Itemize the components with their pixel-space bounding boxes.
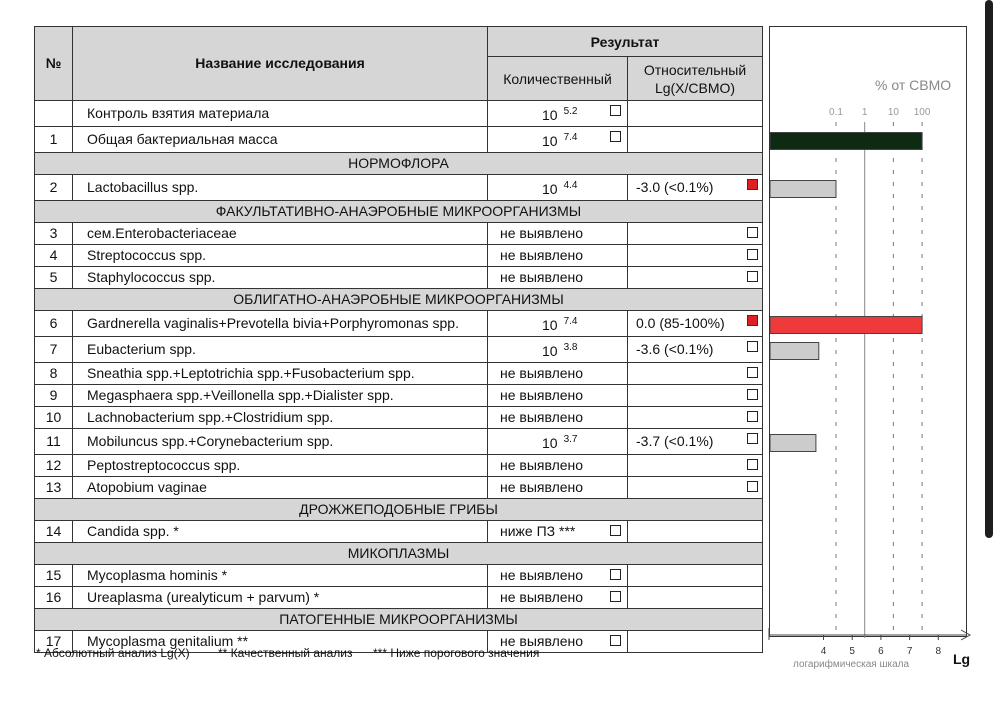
quant-cell: [488, 455, 628, 477]
quant-cell: [488, 565, 628, 587]
relative-value: 0.0 (85-100%): [636, 315, 725, 331]
relative-cell: [628, 337, 763, 363]
table-row: [35, 267, 763, 289]
relative-cell: [628, 477, 763, 499]
section-header: [35, 201, 763, 223]
section-label: ДРОЖЖЕПОДОБНЫЕ ГРИБЫ: [35, 499, 763, 521]
test-name: Mycoplasma hominis *: [73, 565, 488, 587]
lg-tick-label: 8: [935, 646, 942, 657]
row-number: 9: [35, 385, 73, 407]
row-number: 1: [35, 127, 73, 153]
quant-base: 10: [542, 133, 558, 149]
relative-cell: [628, 101, 763, 127]
test-name: Ureaplasma (urealyticum + parvum) *: [73, 587, 488, 609]
section-header: [35, 153, 763, 175]
quant-cell: [488, 311, 628, 337]
relative-checkbox[interactable]: [747, 249, 758, 260]
section-label: ФАКУЛЬТАТИВНО-АНАЭРОБНЫЕ МИКРООРГАНИЗМЫ: [35, 201, 763, 223]
abundance-chart-svg: [770, 27, 968, 638]
table-row: [35, 407, 763, 429]
lg-axis-label: Lg: [953, 651, 971, 667]
quant-checkbox[interactable]: [610, 591, 621, 602]
abundance-bar: [770, 343, 819, 360]
row-number: 6: [35, 311, 73, 337]
relative-checkbox[interactable]: [747, 227, 758, 238]
relative-cell: [628, 565, 763, 587]
test-name: Общая бактериальная масса: [73, 127, 488, 153]
row-number: 4: [35, 245, 73, 267]
table-row: [35, 245, 763, 267]
quant-cell: [488, 267, 628, 289]
relative-checkbox[interactable]: [747, 367, 758, 378]
relative-checkbox[interactable]: [747, 459, 758, 470]
table-row: [35, 101, 763, 127]
test-name: Контроль взятия материала: [73, 101, 488, 127]
quant-cell: [488, 337, 628, 363]
abundance-bar: [770, 317, 922, 334]
percent-tick-label: 0.1: [829, 107, 843, 118]
quant-cell: [488, 127, 628, 153]
quant-exponent: 4.4: [563, 180, 578, 191]
test-name: Peptostreptococcus spp.: [73, 455, 488, 477]
relative-checkbox[interactable]: [747, 271, 758, 282]
table-row: [35, 337, 763, 363]
row-number: 17: [35, 631, 73, 653]
quant-cell: [488, 429, 628, 455]
quant-cell: [488, 223, 628, 245]
relative-checkbox[interactable]: [747, 341, 758, 352]
relative-cell: [628, 455, 763, 477]
test-name: Lachnobacterium spp.+Clostridium spp.: [73, 407, 488, 429]
relative-cell: [628, 429, 763, 455]
quant-base: 10: [542, 107, 558, 123]
table-row: [35, 587, 763, 609]
test-name: Gardnerella vaginalis+Prevotella bivia+Porphyromonas spp.: [73, 311, 488, 337]
quant-text: не выявлено: [500, 387, 584, 403]
quant-cell: [488, 385, 628, 407]
section-header: [35, 609, 763, 631]
table-row: [35, 385, 763, 407]
relative-value: -3.0 (<0.1%): [636, 179, 714, 195]
relative-cell: [628, 127, 763, 153]
quant-exponent: 7.4: [563, 132, 578, 143]
lg-tick-label: 4: [820, 646, 827, 657]
quant-checkbox[interactable]: [610, 105, 621, 116]
relative-checkbox[interactable]: [747, 179, 758, 190]
relative-cell: [628, 175, 763, 201]
results-table: [34, 26, 763, 653]
percent-axis-label: % от СВМО: [875, 77, 952, 93]
relative-checkbox[interactable]: [747, 315, 758, 326]
lg-tick-label: 6: [878, 646, 884, 657]
table-row: [35, 429, 763, 455]
quant-exponent: 7.4: [563, 316, 578, 327]
table-row: [35, 223, 763, 245]
abundance-bar: [770, 181, 836, 198]
test-name: сем.Enterobacteriaceae: [73, 223, 488, 245]
abundance-bar: [770, 133, 922, 150]
row-number: 13: [35, 477, 73, 499]
abundance-chart: [769, 26, 967, 637]
relative-checkbox[interactable]: [747, 411, 758, 422]
quant-text: не выявлено: [500, 409, 584, 425]
table-row: [35, 455, 763, 477]
relative-value: -3.7 (<0.1%): [636, 433, 714, 449]
relative-checkbox[interactable]: [747, 433, 758, 444]
quant-checkbox[interactable]: [610, 525, 621, 536]
quant-base: 10: [542, 343, 558, 359]
table-row: [35, 363, 763, 385]
lg-tick-label: 7: [906, 646, 913, 657]
quant-cell: [488, 101, 628, 127]
scale-caption: логарифмическая шкала: [793, 659, 910, 670]
table-row: [35, 127, 763, 153]
test-name: Streptococcus spp.: [73, 245, 488, 267]
row-number: 16: [35, 587, 73, 609]
row-number: 14: [35, 521, 73, 543]
table-row: [35, 175, 763, 201]
quant-cell: [488, 477, 628, 499]
section-label: НОРМОФЛОРА: [35, 153, 763, 175]
section-header: [35, 499, 763, 521]
col-header-name: Название исследования: [73, 27, 488, 101]
table-row: [35, 311, 763, 337]
relative-cell: [628, 245, 763, 267]
quant-exponent: 3.8: [563, 342, 578, 353]
section-label: ОБЛИГАТНО-АНАЭРОБНЫЕ МИКРООРГАНИЗМЫ: [35, 289, 763, 311]
relative-cell: [628, 385, 763, 407]
col-header-rel: Относительный Lg(X/СВМО): [628, 57, 763, 101]
test-name: Megasphaera spp.+Veillonella spp.+Dialister spp.: [73, 385, 488, 407]
test-name: Mobiluncus spp.+Corynebacterium spp.: [73, 429, 488, 455]
quant-exponent: 5.2: [563, 106, 578, 117]
quant-exponent: 3.7: [563, 434, 578, 445]
test-name: Mycoplasma genitalium **: [73, 631, 488, 653]
section-label: ПАТОГЕННЫЕ МИКРООРГАНИЗМЫ: [35, 609, 763, 631]
relative-checkbox[interactable]: [747, 481, 758, 492]
row-number: 3: [35, 223, 73, 245]
relative-cell: [628, 311, 763, 337]
row-number: 5: [35, 267, 73, 289]
relative-cell: [628, 267, 763, 289]
table-row: [35, 565, 763, 587]
relative-checkbox[interactable]: [747, 389, 758, 400]
quant-text: не выявлено: [500, 633, 584, 649]
table-row: [35, 477, 763, 499]
test-name: Sneathia spp.+Leptotrichia spp.+Fusobacterium spp.: [73, 363, 488, 385]
quant-text: не выявлено: [500, 225, 584, 241]
table-row: [35, 521, 763, 543]
relative-cell: [628, 407, 763, 429]
quant-base: 10: [542, 181, 558, 197]
abundance-bar: [770, 435, 816, 452]
quant-text: не выявлено: [500, 457, 584, 473]
percent-tick-label: 10: [887, 107, 899, 118]
quant-cell: [488, 245, 628, 267]
quant-cell: [488, 175, 628, 201]
row-number: 11: [35, 429, 73, 455]
row-number: 12: [35, 455, 73, 477]
quant-cell: [488, 521, 628, 543]
quant-base: 10: [542, 435, 558, 451]
col-header-num: №: [35, 27, 73, 101]
percent-tick-label: 100: [913, 107, 931, 118]
footnote-threshold: *** Ниже порогового значения: [373, 646, 540, 660]
quant-checkbox[interactable]: [610, 569, 621, 580]
quant-text: ниже ПЗ ***: [500, 523, 576, 539]
test-name: Eubacterium spp.: [73, 337, 488, 363]
quant-text: не выявлено: [500, 479, 584, 495]
quant-cell: [488, 407, 628, 429]
quant-text: не выявлено: [500, 247, 584, 263]
quant-text: не выявлено: [500, 365, 584, 381]
relative-cell: [628, 631, 763, 653]
relative-cell: [628, 521, 763, 543]
row-number: [35, 101, 73, 127]
section-header: [35, 543, 763, 565]
section-label: МИКОПЛАЗМЫ: [35, 543, 763, 565]
quant-base: 10: [542, 317, 558, 333]
section-header: [35, 289, 763, 311]
row-number: 8: [35, 363, 73, 385]
percent-tick-label: 1: [861, 107, 868, 118]
window-edge: [985, 0, 993, 538]
col-header-quant: Количественный: [488, 57, 628, 101]
relative-cell: [628, 587, 763, 609]
quant-cell: [488, 587, 628, 609]
test-name: Staphylococcus spp.: [73, 267, 488, 289]
footnote-qualitative: ** Качественный анализ: [218, 646, 353, 660]
relative-cell: [628, 363, 763, 385]
footnote-absolute: * Абсолютный анализ Lg(X): [36, 646, 190, 660]
test-name: Atopobium vaginae: [73, 477, 488, 499]
relative-value: -3.6 (<0.1%): [636, 341, 714, 357]
quant-text: не выявлено: [500, 567, 584, 583]
quant-text: не выявлено: [500, 589, 584, 605]
quant-checkbox[interactable]: [610, 635, 621, 646]
col-header-result: Результат: [488, 27, 763, 57]
test-name: Lactobacillus spp.: [73, 175, 488, 201]
row-number: 2: [35, 175, 73, 201]
lg-tick-label: 5: [849, 646, 855, 657]
quant-cell: [488, 363, 628, 385]
row-number: 15: [35, 565, 73, 587]
relative-cell: [628, 223, 763, 245]
row-number: 10: [35, 407, 73, 429]
quant-checkbox[interactable]: [610, 131, 621, 142]
quant-text: не выявлено: [500, 269, 584, 285]
test-name: Candida spp. *: [73, 521, 488, 543]
row-number: 7: [35, 337, 73, 363]
